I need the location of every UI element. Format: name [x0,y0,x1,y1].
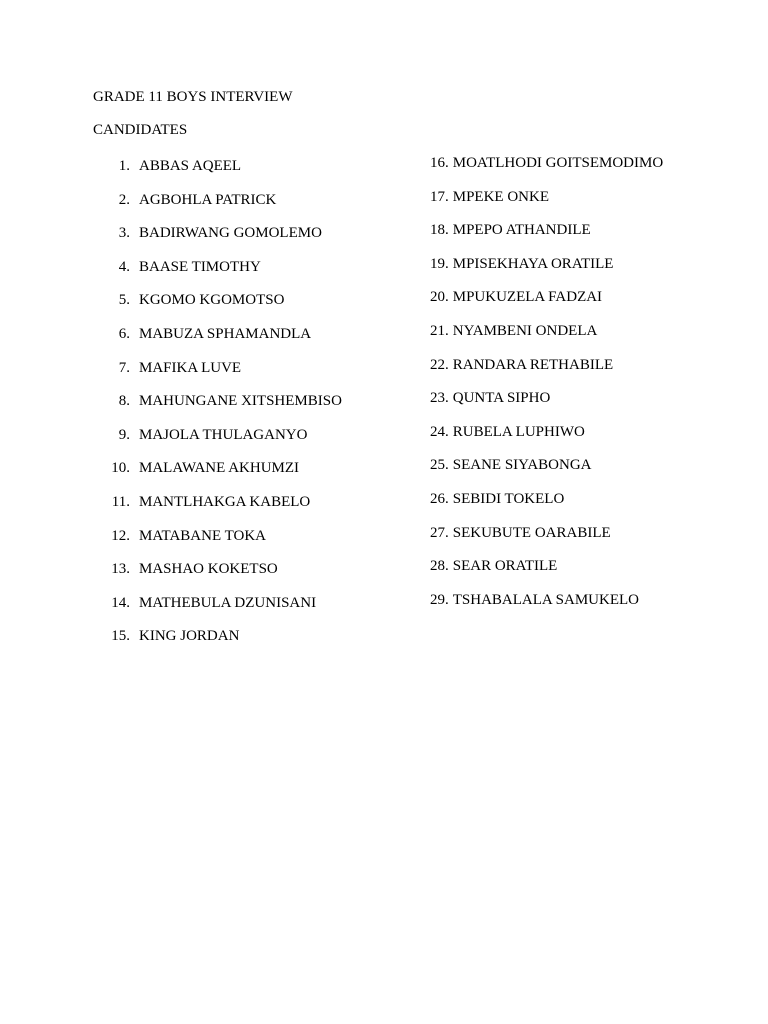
candidate-name: SEKUBUTE OARABILE [452,524,611,541]
candidate-name: TSHABALALA SAMUKELO [452,591,640,608]
candidate-number: 10. [111,460,130,477]
candidate-name: SEANE SIYABONGA [452,457,592,474]
candidate-item [430,288,602,306]
candidate-name: MPEKE ONKE [452,188,549,205]
candidate-number: 14. [111,594,130,611]
candidate-name: ABBAS AQEEL [139,158,242,174]
candidate-name: MATHEBULA DZUNISANI [139,594,317,611]
candidate-number: 2. [118,191,130,208]
candidate-number: 24. [430,423,449,440]
candidate-name: MOATLHODI GOITSEMODIMO [452,155,664,171]
candidate-number: 27. [430,524,449,541]
candidate-number: 3. [118,225,130,242]
candidate-name: MPEPO ATHANDILE [452,222,591,239]
candidate-item [430,322,597,340]
candidate-name: MALAWANE AKHUMZI [139,460,300,477]
candidate-number: 19. [430,255,449,272]
candidate-number: 22. [430,356,449,373]
candidate-number: 11. [111,494,130,510]
candidate-name: RANDARA RETHABILE [452,356,614,373]
candidate-item [430,188,549,206]
candidate-item [430,423,585,441]
candidate-number: 21. [430,323,449,339]
candidate-number: 12. [111,527,130,544]
candidate-number: 16. [430,155,449,171]
candidate-number: 8. [118,393,130,410]
candidate-name: MAJOLA THULAGANYO [139,426,308,443]
candidate-number: 9. [118,426,130,443]
candidate-item [430,557,557,575]
candidate-number: 25. [430,457,449,474]
candidate-name: MAFIKA LUVE [139,359,242,376]
candidate-name: MATABANE TOKA [139,527,267,544]
candidate-name: KGOMO KGOMOTSO [139,292,285,309]
document-subtitle: CANDIDATES [93,122,188,138]
candidate-item [430,255,613,273]
candidate-name: AGBOHLA PATRICK [139,191,277,208]
candidate-item [430,524,611,542]
candidate-name: MPISEKHAYA ORATILE [452,255,614,272]
candidate-number: 23. [430,390,449,407]
candidate-name: MABUZA SPHAMANDLA [139,326,312,342]
candidate-number: 26. [430,491,449,507]
candidate-number: 5. [118,292,130,309]
candidate-item [430,154,663,172]
candidate-name: KING JORDAN [139,628,240,645]
candidate-name: NYAMBENI ONDELA [452,323,598,339]
candidate-name: SEAR ORATILE [452,558,558,575]
candidate-item [430,221,591,239]
candidate-number: 7. [118,359,130,376]
candidate-number: 20. [430,289,449,306]
candidate-number: 4. [118,258,130,275]
candidate-name: RUBELA LUPHIWO [452,423,585,440]
candidate-name: SEBIDI TOKELO [452,491,565,507]
candidate-number: 29. [430,591,449,608]
candidate-name: BADIRWANG GOMOLEMO [139,225,322,242]
candidate-name: MPUKUZELA FADZAI [452,289,603,306]
candidate-number: 28. [430,558,449,575]
candidate-number: 13. [111,561,130,578]
candidate-item [430,591,639,609]
candidate-name: BAASE TIMOTHY [139,258,261,275]
candidate-number: 17. [430,188,449,205]
candidate-item [430,490,564,508]
candidate-name: MAHUNGANE XITSHEMBISO [139,393,342,410]
candidate-item [430,456,592,474]
candidate-number: 1. [118,158,130,174]
candidate-number: 18. [430,222,449,239]
candidate-name: QUNTA SIPHO [452,390,551,407]
document-title: GRADE 11 BOYS INTERVIEW [93,89,293,105]
candidate-name: MASHAO KOKETSO [139,561,278,578]
candidate-item [430,356,613,374]
candidate-number: 15. [111,628,130,645]
candidate-number: 6. [118,326,130,342]
candidate-name: MANTLHAKGA KABELO [139,494,311,510]
candidate-item [430,389,550,407]
